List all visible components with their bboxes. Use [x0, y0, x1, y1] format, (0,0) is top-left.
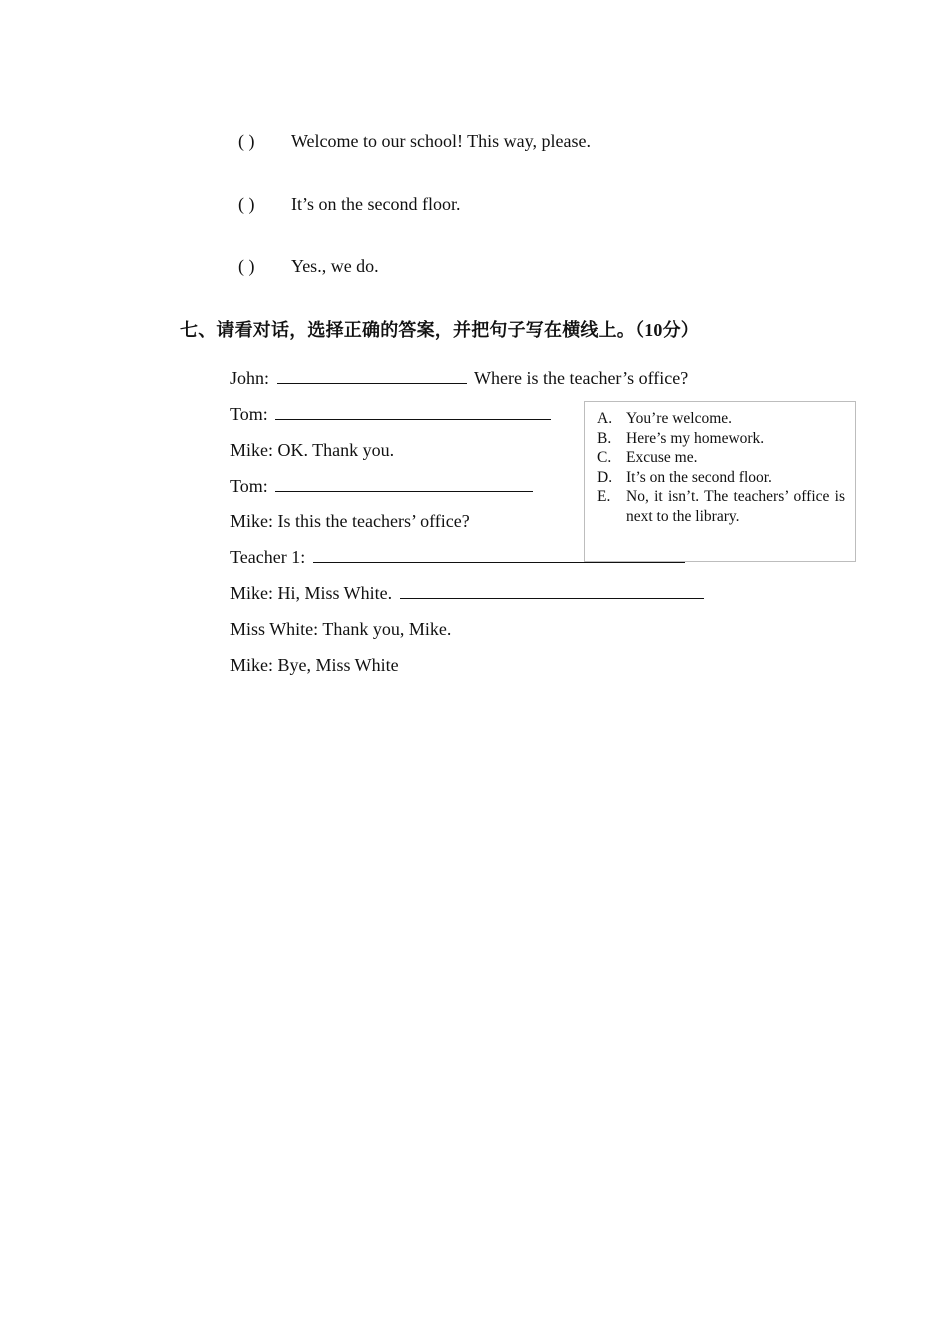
- option-letter: D.: [597, 468, 613, 486]
- answer-text: It’s on the second floor.: [291, 193, 461, 214]
- dialogue-line: [230, 654, 399, 676]
- answer-blank[interactable]: [275, 475, 533, 492]
- dialogue-line: [230, 475, 536, 497]
- option-letter: E.: [597, 488, 611, 505]
- dialogue-line: [230, 367, 688, 389]
- option-d: [597, 468, 845, 488]
- option-e: [597, 487, 845, 526]
- option-letter: A.: [597, 410, 613, 427]
- dialogue-text: Where is the teacher’s office?: [474, 368, 689, 388]
- answer-row: [238, 253, 379, 279]
- dialogue-line: [230, 510, 470, 532]
- option-text: Here’s my homework.: [626, 429, 765, 447]
- answer-blank[interactable]: [277, 367, 467, 384]
- answer-bracket[interactable]: ( ): [238, 130, 255, 151]
- section-score-suffix: 分）: [662, 320, 700, 341]
- answer-bracket[interactable]: ( ): [238, 193, 255, 214]
- option-text: It’s on the second floor.: [626, 468, 772, 486]
- section-heading: [180, 316, 699, 342]
- option-b: [597, 429, 845, 449]
- answer-row: [238, 128, 591, 154]
- answer-blank[interactable]: [400, 582, 704, 599]
- answer-blank[interactable]: [275, 403, 551, 420]
- option-c: [597, 448, 845, 468]
- option-text: You’re welcome.: [626, 410, 733, 427]
- dialogue-speaker: Mike: OK. Thank you.: [230, 440, 395, 460]
- dialogue-line: [230, 582, 707, 604]
- section-score: 10: [644, 320, 663, 340]
- option-letter: B.: [597, 429, 612, 447]
- dialogue-speaker: Tom:: [230, 476, 268, 496]
- options-box: [584, 401, 856, 562]
- dialogue-speaker: Mike: Bye, Miss White: [230, 655, 399, 675]
- dialogue-line: [230, 403, 554, 425]
- dialogue-line: [230, 439, 394, 461]
- option-a: [597, 409, 845, 429]
- option-letter: C.: [597, 449, 612, 466]
- section-heading-text: 七、请看对话，选择正确的答案，并把句子写在横线上。（: [180, 320, 645, 341]
- answer-row: [238, 191, 460, 217]
- dialogue-speaker: Mike: Is this the teachers’ office?: [230, 511, 470, 531]
- dialogue-speaker: Miss White: Thank you, Mike.: [230, 619, 452, 639]
- option-text: No, it isn’t. The teachers’ office is next to the library.: [626, 488, 845, 525]
- dialogue-speaker: John:: [230, 368, 270, 388]
- dialogue-speaker: Teacher 1:: [230, 547, 306, 567]
- answer-text: Yes., we do.: [291, 255, 379, 276]
- answer-bracket[interactable]: ( ): [238, 255, 255, 276]
- option-text: Excuse me.: [626, 449, 698, 466]
- dialogue-line: [230, 618, 451, 640]
- dialogue-speaker: Tom:: [230, 404, 268, 424]
- answer-text: Welcome to our school! This way, please.: [291, 130, 591, 151]
- dialogue-speaker: Mike: Hi, Miss White.: [230, 583, 393, 603]
